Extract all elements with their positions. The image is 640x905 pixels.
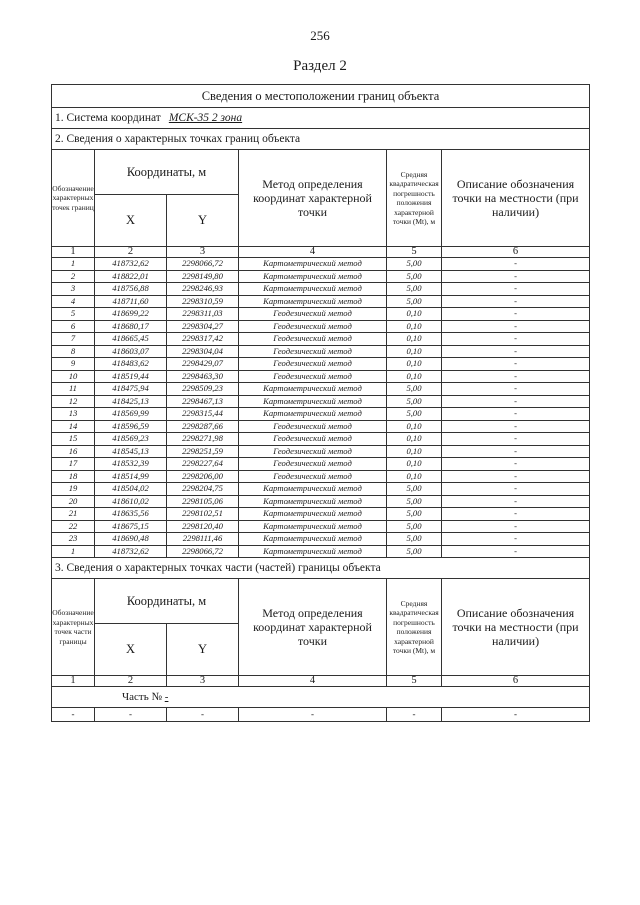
point-number: 14 [52,420,95,433]
point-error: 5,00 [387,383,442,396]
point-description: - [442,370,590,383]
point-y: 2298310,59 [167,295,239,308]
column-number: 3 [167,676,239,687]
point-y: 2298315,44 [167,408,239,421]
table-row [52,395,590,408]
point-number: 16 [52,445,95,458]
point-x: 418569,23 [95,433,167,446]
points-section-title: 2. Сведения о характерных точках границ объекта [52,129,590,150]
point-method: Картометрический метод [239,395,387,408]
point-method: Картометрический метод [239,520,387,533]
point-y: 2298204,75 [167,483,239,496]
empty-cell: - [52,708,95,722]
point-number: 13 [52,408,95,421]
table-row [52,495,590,508]
point-y: 2298227,64 [167,458,239,471]
point-y: 2298149,80 [167,270,239,283]
point-y: 2298463,30 [167,370,239,383]
point-description: - [442,333,590,346]
empty-cell: - [387,708,442,722]
point-error: 0,10 [387,333,442,346]
point-x: 418569,99 [95,408,167,421]
point-x: 418665,45 [95,333,167,346]
column-number: 4 [239,676,387,687]
point-number: 4 [52,295,95,308]
table-row [52,508,590,521]
coord-system-label: 1. Система координат [55,112,161,124]
point-y: 2298102,51 [167,508,239,521]
point-description: - [442,495,590,508]
point-x: 418483,62 [95,358,167,371]
table-banner: Сведения о местоположении границ объекта [52,85,590,108]
point-method: Картометрический метод [239,408,387,421]
point-method: Геодезический метод [239,470,387,483]
point-y: 2298287,66 [167,420,239,433]
point-description: - [442,270,590,283]
table-row [52,545,590,558]
table-row [52,533,590,546]
header-description-2: Описание обозначения точки на местности (при наличии) [442,579,590,676]
point-y: 2298429,07 [167,358,239,371]
point-number: 3 [52,283,95,296]
table-row [52,258,590,271]
point-error: 5,00 [387,545,442,558]
point-method: Геодезический метод [239,345,387,358]
point-description: - [442,295,590,308]
point-error: 5,00 [387,495,442,508]
column-number-row [52,247,590,258]
point-error: 0,10 [387,320,442,333]
point-description: - [442,445,590,458]
point-x: 418711,60 [95,295,167,308]
point-error: 0,10 [387,458,442,471]
point-x: 418680,17 [95,320,167,333]
point-method: Картометрический метод [239,508,387,521]
point-error: 5,00 [387,408,442,421]
point-description: - [442,408,590,421]
point-method: Геодезический метод [239,358,387,371]
point-error: 5,00 [387,533,442,546]
point-number: 22 [52,520,95,533]
point-number: 1 [52,258,95,271]
point-method: Картометрический метод [239,383,387,396]
point-description: - [442,458,590,471]
point-method: Геодезический метод [239,420,387,433]
point-x: 418732,62 [95,258,167,271]
point-description: - [442,308,590,321]
point-description: - [442,383,590,396]
part-row [52,687,590,708]
empty-cell: - [167,708,239,722]
point-y: 2298246,93 [167,283,239,296]
point-y: 2298105,06 [167,495,239,508]
header-method-2: Метод определения координат характерной точки [239,579,387,676]
coord-system-row [52,108,590,129]
point-error: 5,00 [387,508,442,521]
point-x: 418475,94 [95,383,167,396]
table-row [52,383,590,396]
table-row [52,333,590,346]
point-number: 15 [52,433,95,446]
point-method: Картометрический метод [239,533,387,546]
table-row [52,308,590,321]
point-y: 2298271,98 [167,433,239,446]
point-x: 418635,56 [95,508,167,521]
point-error: 0,10 [387,308,442,321]
header-error-2: Средняя квадратическая погрешность положения характерной точки (Mt), м [387,579,442,676]
point-x: 418732,62 [95,545,167,558]
point-description: - [442,545,590,558]
point-y: 2298311,03 [167,308,239,321]
point-y: 2298120,40 [167,520,239,533]
column-number: 2 [95,676,167,687]
point-number: 8 [52,345,95,358]
point-number: 18 [52,470,95,483]
point-method: Геодезический метод [239,433,387,446]
table-row [52,470,590,483]
point-y: 2298206,00 [167,470,239,483]
point-method: Геодезический метод [239,370,387,383]
point-method: Картометрический метод [239,495,387,508]
column-number: 1 [52,247,95,258]
point-method: Геодезический метод [239,308,387,321]
header-description: Описание обозначения точки на местности (при наличии) [442,150,590,247]
point-number: 20 [52,495,95,508]
header-coordinates-2: Координаты, м [95,579,239,624]
point-error: 0,10 [387,420,442,433]
point-description: - [442,358,590,371]
column-number: 4 [239,247,387,258]
point-number: 11 [52,383,95,396]
table-row [52,483,590,496]
header-error: Средняя квадратическая погрешность положения характерной точки (Mt), м [387,150,442,247]
header-x: X [95,195,167,247]
point-number: 2 [52,270,95,283]
point-number: 21 [52,508,95,521]
point-description: - [442,508,590,521]
point-description: - [442,533,590,546]
point-y: 2298304,27 [167,320,239,333]
point-x: 418532,39 [95,458,167,471]
table-row [52,433,590,446]
point-y: 2298509,23 [167,383,239,396]
point-error: 0,10 [387,345,442,358]
part-label: Часть № [122,691,162,703]
point-x: 418425,13 [95,395,167,408]
coord-system-value: МСК-35 2 зона [168,112,243,124]
column-number: 6 [442,676,590,687]
table-row [52,295,590,308]
part-value: - [164,691,169,703]
point-y: 2298066,72 [167,258,239,271]
header-coordinates: Координаты, м [95,150,239,195]
point-error: 0,10 [387,470,442,483]
point-x: 418504,02 [95,483,167,496]
boundary-table [51,84,590,722]
table-row [52,445,590,458]
header-x-2: X [95,624,167,676]
point-method: Картометрический метод [239,270,387,283]
part-points-section-title: 3. Сведения о характерных точках части (частей) границы объекта [52,558,590,579]
column-number: 5 [387,247,442,258]
point-error: 5,00 [387,258,442,271]
point-x: 418545,13 [95,445,167,458]
point-method: Геодезический метод [239,333,387,346]
point-x: 418514,99 [95,470,167,483]
point-description: - [442,258,590,271]
point-error: 5,00 [387,283,442,296]
table-row [52,420,590,433]
point-number: 6 [52,320,95,333]
table-row [52,270,590,283]
point-description: - [442,283,590,296]
header-point-label: Обозначение характерных точек границ [52,150,95,247]
point-description: - [442,420,590,433]
point-method: Картометрический метод [239,295,387,308]
point-error: 5,00 [387,483,442,496]
point-x: 418603,07 [95,345,167,358]
point-error: 5,00 [387,520,442,533]
column-number-row-2 [52,676,590,687]
point-error: 5,00 [387,395,442,408]
point-y: 2298317,42 [167,333,239,346]
point-method: Картометрический метод [239,258,387,271]
point-number: 10 [52,370,95,383]
point-error: 5,00 [387,270,442,283]
point-y: 2298304,04 [167,345,239,358]
point-method: Картометрический метод [239,545,387,558]
point-error: 0,10 [387,445,442,458]
table-row [52,458,590,471]
table-row [52,345,590,358]
column-number: 3 [167,247,239,258]
empty-cell: - [239,708,387,722]
point-method: Картометрический метод [239,483,387,496]
point-method: Геодезический метод [239,445,387,458]
point-number: 5 [52,308,95,321]
point-number: 19 [52,483,95,496]
page-number: 256 [310,28,330,43]
table-row [52,408,590,421]
column-number: 1 [52,676,95,687]
point-x: 418519,44 [95,370,167,383]
point-number: 9 [52,358,95,371]
point-x: 418699,22 [95,308,167,321]
table-row [52,370,590,383]
point-description: - [442,470,590,483]
point-x: 418756,88 [95,283,167,296]
point-error: 5,00 [387,295,442,308]
point-y: 2298467,13 [167,395,239,408]
header-y: Y [167,195,239,247]
header-method: Метод определения координат характерной точки [239,150,387,247]
point-description: - [442,520,590,533]
point-x: 418675,15 [95,520,167,533]
empty-cell: - [442,708,590,722]
header-y-2: Y [167,624,239,676]
table-row [52,358,590,371]
point-error: 0,10 [387,433,442,446]
point-x: 418610,02 [95,495,167,508]
point-number: 17 [52,458,95,471]
point-x: 418596,59 [95,420,167,433]
point-number: 12 [52,395,95,408]
point-method: Геодезический метод [239,320,387,333]
point-description: - [442,395,590,408]
point-number: 23 [52,533,95,546]
empty-row [52,708,590,722]
empty-cell: - [95,708,167,722]
point-y: 2298066,72 [167,545,239,558]
point-description: - [442,320,590,333]
point-y: 2298251,59 [167,445,239,458]
header-part-point-label: Обозначение характерных точек части границы [52,579,95,676]
table-row [52,320,590,333]
point-method: Картометрический метод [239,283,387,296]
point-method: Геодезический метод [239,458,387,471]
point-description: - [442,345,590,358]
point-number: 7 [52,333,95,346]
table-row [52,520,590,533]
point-error: 0,10 [387,370,442,383]
point-x: 418822,01 [95,270,167,283]
point-error: 0,10 [387,358,442,371]
point-description: - [442,483,590,496]
section-title: Раздел 2 [293,58,347,74]
point-description: - [442,433,590,446]
column-number: 2 [95,247,167,258]
point-x: 418690,48 [95,533,167,546]
column-number: 6 [442,247,590,258]
table-row [52,283,590,296]
point-y: 2298111,46 [167,533,239,546]
point-number: 1 [52,545,95,558]
column-number: 5 [387,676,442,687]
